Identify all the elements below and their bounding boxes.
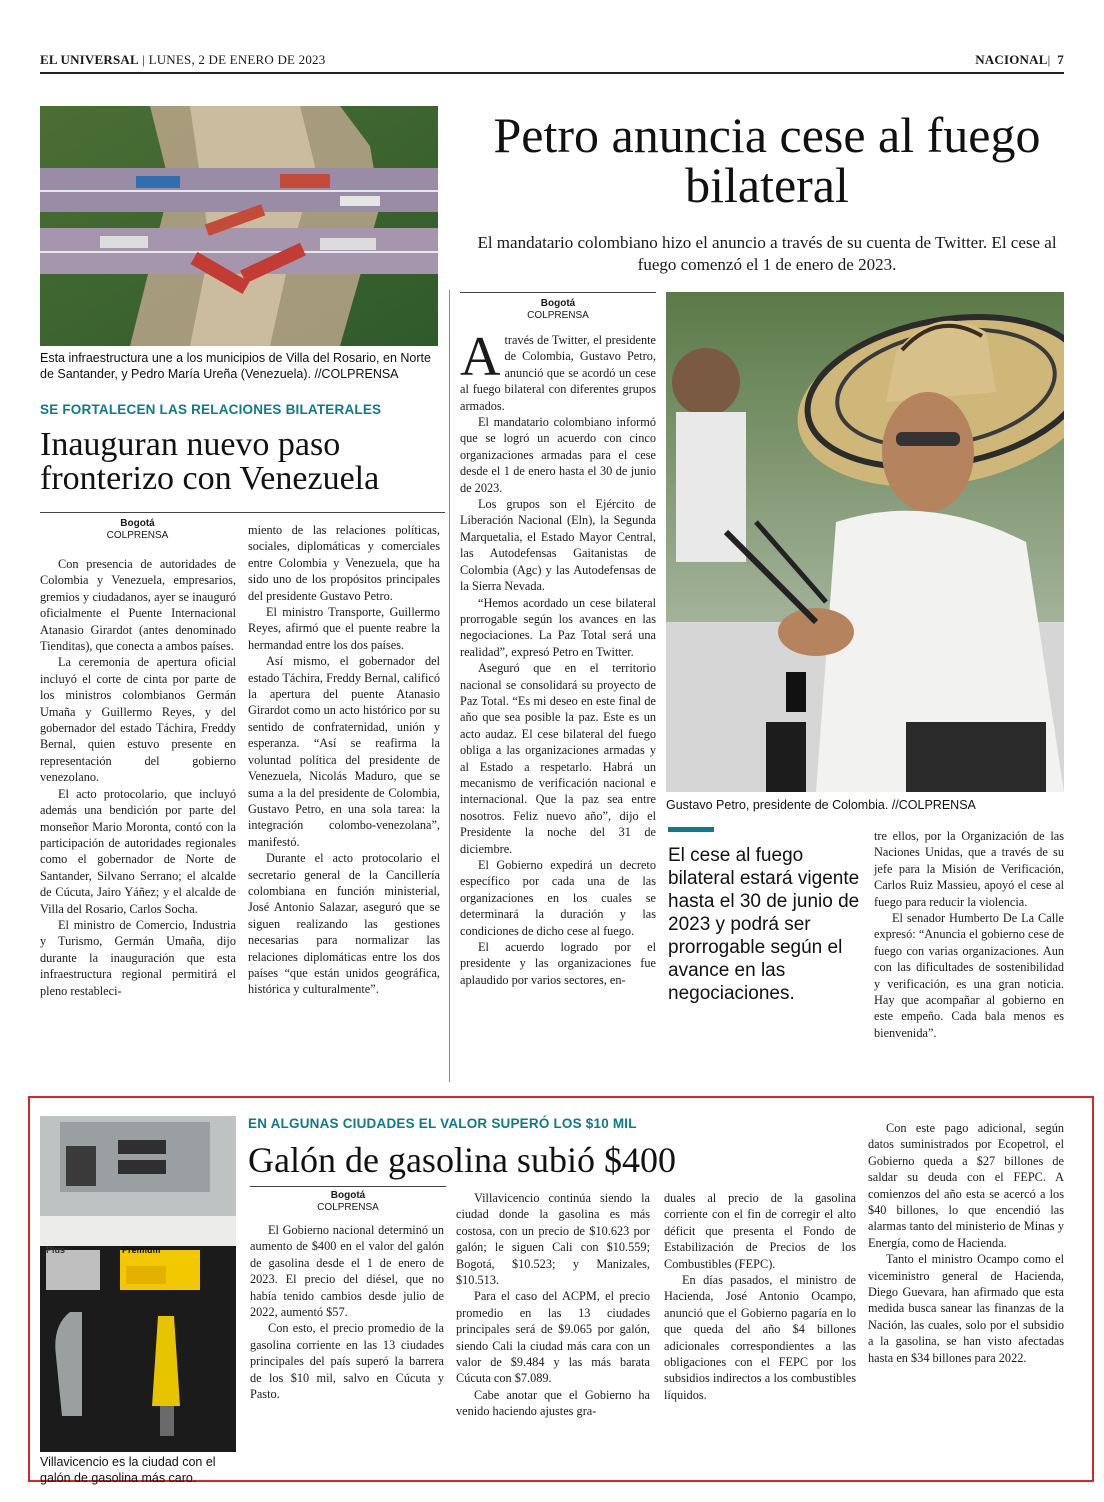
paragraph: Tanto el ministro Ocampo como el viceministro general de Hacienda, Diego Guevara, han afirmado que esta medida busca sanear las finanzas de la Nación, las cuales, solo por el subsidio a la gasolina, se han visto afectadas hasta en $34 billones para 2022. <box>868 1252 1064 1365</box>
petro-byline-rule <box>460 292 656 293</box>
paper-name: EL UNIVERSAL <box>40 52 139 67</box>
paragraph: miento de las relaciones políticas, sociales, diplomáticas y comerciales entre Colombia y Venezuela, que ha sido uno de los propósitos principales del presidente Gustavo Petro. <box>248 523 440 603</box>
bridge-photo-caption: Esta infraestructura une a los municipios de Villa del Rosario, en Norte de Santander, y Pedro María Ureña (Venezuela). //COLPRENSA <box>40 351 431 381</box>
petro-photo <box>666 292 1064 792</box>
paragraph: “Hemos acordado un cese bilateral prorrogable según los avances en las negociaciones. La Paz Total será una realidad”, expresó Petro en Twitter. <box>460 595 656 659</box>
page-number: 7 <box>1057 52 1064 67</box>
petro-byline-agency: COLPRENSA <box>527 310 589 321</box>
bridge-photo-graphic <box>40 106 438 346</box>
paragraph: Los grupos son el Ejército de Liberación Nacional (Eln), la Segunda Marquetalia, el Estado Mayor Central, las Autodefensas Gaitanistas de Colombia (Agc) y las Autodefensas de la Sierra Nevada. <box>460 497 656 594</box>
paragraph: El senador Humberto De La Calle expresó: “Anuncia el gobierno cese de fuego con varias organizaciones. Aun con las dificultades de sostenibilidad y verificación, es una gran noticia. Hay que acompañar al gobierno en este empeño. Cada bala menos es bienvenida”. <box>874 911 1064 1040</box>
header-rule <box>40 72 1064 74</box>
gas-column-3 <box>664 1190 856 1403</box>
paragraph: Villavicencio continúa siendo la ciudad donde la gasolina es más costosa, con un precio de $10.623 por galón; le siguen Cali con $10.559; Bogotá, $10.523; y Manizales, $10.513. <box>456 1191 650 1288</box>
paragraph: El Gobierno expedirá un decreto específico por cada una de las organizaciones en los cuales se determinará la duración y las condiciones de dicho cese al fuego. <box>460 858 656 938</box>
gas-pump-photo <box>40 1116 236 1452</box>
paragraph: tre ellos, por la Organización de las Naciones Unidas, que a través de su jefe para la Misión de Verificación, Carlos Ruiz Massieu, apoyó el cese al fuego para reducir la violencia. <box>874 829 1064 909</box>
paragraph: Aseguró que en el territorio nacional se consolidará su proyecto de Paz Total. “Es mi deseo en este final de año que sea posible la paz. Este es un acto audaz. El cese bilateral del fuego obliga a las organizaciones armadas y al Estado a respetarlo. Habrá un mecanismo de verificación nacional e internacional. Que la paz sea entre nosotros. Feliz nuevo año”, dijo el Presidente la noche del 31 de diciembre. <box>460 661 656 856</box>
pullquote: El cese al fuego bilateral estará vigente hasta el 30 de junio de 2023 y podrá ser prorrogable según el avance en las negociaciones. <box>668 845 860 1004</box>
gas-byline <box>250 1190 446 1214</box>
lead-paragraph <box>460 326 656 414</box>
petro-deck: El mandatario colombiano hizo el anuncio a través de su cuenta de Twitter. El cese al fuego comenzó el 1 de enero de 2023. <box>477 233 1057 274</box>
gas-byline-agency: COLPRENSA <box>317 1202 379 1213</box>
paragraph: Durante el acto protocolario el secretario general de la Cancillería colombiana en función ministerial, José Antonio Salazar, aseguró que se siguen realizando las gestiones necesarias para normalizar las relaciones diplomáticas entre los dos países “que están unidos geográfica, histórica y culturalmente”. <box>248 851 440 997</box>
petro-headline: Petro anuncia cese al fuego bilateral <box>493 107 1041 213</box>
paragraph: El ministro de Comercio, Industria y Turismo, Germán Umaña, dijo durante la inauguración que esta infraestructura regional permitirá el pleno restableci- <box>40 917 236 998</box>
petro-column-3 <box>874 828 1064 1041</box>
paragraph: Para el caso del ACPM, el precio promedio en las 13 ciudades principales será de $9.065 por galón, siendo Cali la ciudad más cara con un valor de $9.484 y las más barata Cúcuta con $7.089. <box>456 1289 650 1386</box>
gas-kicker: EN ALGUNAS CIUDADES EL VALOR SUPERÓ LOS $10 MIL <box>248 1116 637 1131</box>
bridge-byline-city: Bogotá <box>120 518 155 529</box>
gas-column-2 <box>456 1190 650 1420</box>
paragraph: El ministro Transporte, Guillermo Reyes, afirmó que el puente reabre la hermandad entre los dos países. <box>248 605 440 652</box>
paragraph: Con este pago adicional, según datos suministrados por Ecopetrol, el Gobierno queda a $27 billones de saldar su deuda con el FEPC. A comienzos del año esta se acercó a los $40 billones, lo que encendió las alarmas tanto del ministerio de Minas y Energía, como de Hacienda. <box>868 1121 1064 1250</box>
pump-label-plus: Plus <box>46 1245 66 1255</box>
gas-byline-rule <box>250 1186 446 1187</box>
gas-pump-graphic <box>40 1116 236 1452</box>
gas-column-4 <box>868 1120 1064 1366</box>
gas-column-1 <box>250 1222 444 1402</box>
bridge-column-1 <box>40 556 236 999</box>
petro-photo-graphic <box>666 292 1064 792</box>
column-divider <box>449 290 450 1082</box>
bridge-aerial-photo <box>40 106 438 346</box>
gas-headline: Galón de gasolina subió $400 <box>248 1140 676 1180</box>
paragraph: El acuerdo logrado por el presidente y las organizaciones fue aplaudido por varios sectores, en- <box>460 940 656 987</box>
paragraph: El acto protocolario, que incluyó además una bendición por parte del monseñor Mario Moronta, contó con la participación de autoridades regionales como el gobernador de Norte de Santander, Silvano Serrano; el alcalde de Cúcuta, Jairo Yáñez; y el alcalde de Villa del Rosario, Carlos Socha. <box>40 786 236 916</box>
section-label: NACIONAL| 7 <box>975 52 1064 67</box>
bridge-byline <box>40 518 235 542</box>
drop-cap: A <box>460 326 501 388</box>
bridge-headline: Inauguran nuevo paso fronterizo con Venezuela <box>40 426 380 497</box>
issue-date: LUNES, 2 DE ENERO DE 2023 <box>148 52 326 67</box>
bridge-column-2 <box>248 522 440 998</box>
masthead: EL UNIVERSAL | LUNES, 2 DE ENERO DE 2023 <box>40 52 326 67</box>
petro-photo-caption: Gustavo Petro, presidente de Colombia. //COLPRENSA <box>666 798 976 812</box>
bridge-byline-rule <box>40 512 445 513</box>
bridge-byline-agency: COLPRENSA <box>106 530 169 541</box>
paragraph: Con presencia de autoridades de Colombia y Venezuela, empresarios, gremios y ciudadanos, ayer se inauguró oficialmente el Puente Internacional Atanasio Girardot (antes denominado Tienditas), que conecta a ambos países. <box>40 557 236 654</box>
pump-label-premium: Premium <box>122 1245 161 1255</box>
pullquote-accent-bar <box>668 827 714 832</box>
petro-byline <box>460 298 656 322</box>
paragraph: Cabe anotar que el Gobierno ha venido haciendo ajustes gra- <box>456 1387 650 1419</box>
paragraph: Así mismo, el gobernador del estado Táchira, Freddy Bernal, calificó la apertura del puente Atanasio Girardot como un acto histórico por su sentido de confraternidad, unión y esperanza. “Así se reafirma la voluntad política del presidente de Venezuela, Nicolás Maduro, que se suma a la del presidente de Colombia, Gustavo Petro, en una sola tarea: la integración colombo-venezolana”, manifestó. <box>248 654 440 849</box>
section-name: NACIONAL <box>975 52 1048 67</box>
bridge-kicker: SE FORTALECEN LAS RELACIONES BILATERALES <box>40 402 382 417</box>
paragraph: Con esto, el precio promedio de la gasolina corriente en las 13 ciudades principales del país superó la barrera de los $10 mil, salvo en Cúcuta y Pasto. <box>250 1321 444 1402</box>
gas-byline-city: Bogotá <box>330 1190 366 1201</box>
petro-byline-city: Bogotá <box>540 298 576 309</box>
paragraph: En días pasados, el ministro de Hacienda, José Antonio Ocampo, anunció que el Gobierno pagaría en lo que queda del año $4 billones adicionales correspondientes a las obligaciones con el FEPC por los subsidios indirectos a los combustibles líquidos. <box>664 1273 856 1402</box>
paragraph: duales al precio de la gasolina corriente con el fin de corregir el alto déficit que presenta el Fondo de Estabilización de Precios de los Combustibles (FEPC). <box>664 1191 856 1271</box>
paragraph: El mandatario colombiano informó que se logró un acuerdo con cinco organizaciones armadas para el cese desde el 1 de enero hasta el 30 de junio de 2023. <box>460 415 656 495</box>
paragraph: El Gobierno nacional determinó un aumento de $400 en el valor del galón de gasolina desde el 1 de enero de 2023. El precio del diésel, que no había tenido cambios desde julio de 2022, aumentó $57. <box>250 1223 444 1320</box>
petro-column-1 <box>460 326 656 988</box>
paragraph: La ceremonia de apertura oficial incluyó el corte de cinta por parte de los ministros colombianos Germán Umaña y Guillermo Reyes, y del gobernador del estado Táchira, Freddy Bernal, quien estuvo presente en representación del gobierno venezolano. <box>40 655 236 785</box>
gas-photo-caption: Villavicencio es la ciudad con el galón de gasolina más caro. <box>40 1455 216 1485</box>
lead-text: través de Twitter, el presidente de Colombia, Gustavo Petro, anunció que se acordó un cese al fuego bilateral con diferentes grupos armados. <box>460 333 656 413</box>
